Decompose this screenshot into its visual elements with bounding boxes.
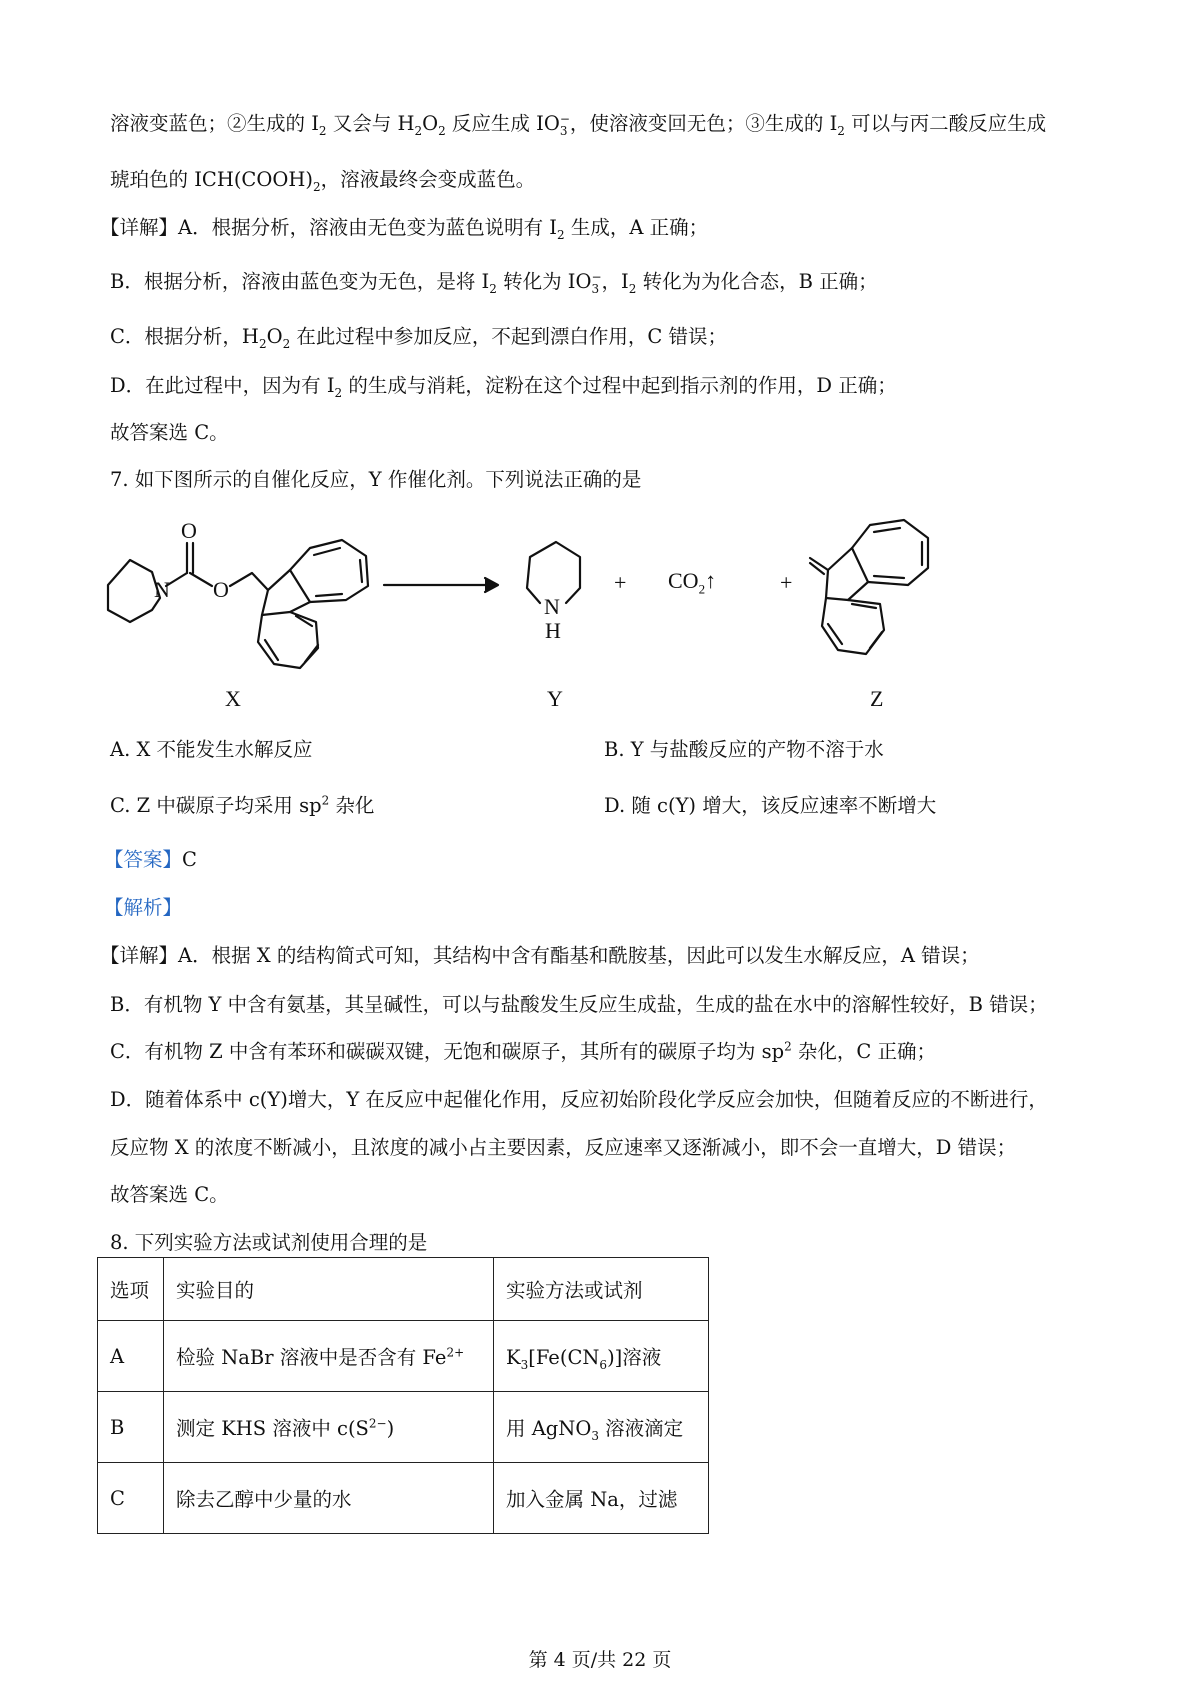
goal-cell: 除去乙醇中少量的水 [164,1463,494,1534]
text-fragment: D．在此过程中，因为有 I [110,374,335,397]
subscript: 3 [520,1357,529,1372]
q7-detail-2: B．有机物 Y 中含有氨基，其呈碱性，可以与盐酸发生反应生成盐，生成的盐在水中的溶解性较好，B 错误； [110,993,1048,1016]
atom-label-n: N [544,594,560,619]
text-fragment: C. Z 中碳原子均采用 sp [110,794,322,817]
subscript: 3 [591,1428,599,1443]
text-fragment: )]溶液 [607,1346,662,1369]
para-line-1 [110,112,1046,137]
q7-detail-4: D．随着体系中 c(Y)增大，Y 在反应中起催化作用，反应初始阶段化学反应会加快，但随着反应的不断进行， [110,1088,1048,1111]
superscript: − [559,111,570,126]
detail-line-c [110,325,727,349]
text-fragment: ，I [601,270,629,293]
subscript: 2 [489,281,497,296]
method-cell [494,1321,709,1392]
option-cell: C [98,1463,164,1534]
fluorene-upper-ring-x [290,540,368,602]
label-z: Z [870,686,884,711]
text-fragment: [Fe(CN [528,1346,600,1369]
atom-label-n: N [154,577,170,602]
option-a: A. X 不能发生水解反应 [110,738,313,761]
carbonyl-double-bond [187,543,193,573]
question-8-stem: 8. 下列实验方法或试剂使用合理的是 [110,1231,428,1254]
atom-label-o: O [213,577,229,602]
text-fragment: C．根据分析，H [110,325,259,348]
text-fragment: 转化为 IO [496,270,592,293]
text-fragment: 反应生成 IO [445,112,560,135]
answer-row [104,848,197,872]
fluorene-five-ring-z [826,548,868,600]
goal-cell [164,1321,494,1392]
header-cell: 实验方法或试剂 [494,1258,709,1321]
text-fragment: 溶液滴定 [598,1417,684,1440]
subscript: 2 [698,581,706,597]
subscript: 2 [556,227,565,242]
q7-detail-3 [110,1040,936,1064]
subscript: 2 [258,336,267,351]
subscript: 2 [628,281,637,296]
text-fragment: ，溶液最终会变成蓝色。 [320,168,536,191]
para-line-2 [110,168,535,192]
analysis-label: 【解析】 [104,896,183,919]
ester-bond [190,573,212,586]
table-header-row [98,1258,709,1321]
fluorene-five-ring-x [262,570,310,615]
question-7-stem: 7. 如下图所示的自催化反应，Y 作催化剂。下列说法正确的是 [110,468,642,491]
label-y: Y [547,686,563,711]
co2-product [668,568,717,597]
text-fragment: 琥珀色的 ICH(COOH) [110,168,313,191]
table-row [98,1321,709,1392]
superscript: 2− [368,1416,387,1431]
subscript: 2 [318,123,327,138]
exocyclic-double-bond [810,558,828,574]
fluorene-lower-ring-z [822,598,884,654]
text-fragment: 可以与丙二酸反应生成 [844,112,1047,135]
header-cell: 选项 [98,1258,164,1321]
detail-line-d [110,374,897,398]
experiment-table [97,1257,709,1534]
superscript: 2+ [446,1345,465,1360]
detail-line-a [100,216,708,240]
text-fragment: O [266,325,283,348]
q7-detail-5: 反应物 X 的浓度不断减小，且浓度的减小占主要因素，反应速率又逐渐减小，即不会一直增大，D 错误； [110,1136,1017,1159]
ch2-bond [230,573,268,590]
text-fragment: 生成，A 正确； [564,216,709,239]
goal-cell [164,1392,494,1463]
text-fragment: 用 AgNO [506,1417,592,1440]
answer-value: C [182,848,197,871]
piperidine-ring-x [108,560,160,622]
method-cell: 加入金属 Na，过滤 [494,1463,709,1534]
text-fragment: ) [386,1417,395,1440]
text-fragment: ，使溶液变回无色；③生成的 I [569,112,838,135]
text-fragment: 测定 KHS 溶液中 c(S [176,1417,369,1440]
atom-label-h: H [545,618,561,643]
plus-sign: + [614,570,627,595]
header-cell: 实验目的 [164,1258,494,1321]
option-c [110,794,374,818]
text-fragment: 的生成与消耗，淀粉在这个过程中起到指示剂的作用，D 正确； [342,374,897,397]
text-fragment: 在此过程中参加反应，不起到漂白作用，C 错误； [290,325,728,348]
text-fragment: 检验 NaBr 溶液中是否含有 Fe [176,1346,447,1369]
answer-line: 故答案选 C。 [110,421,229,444]
text-fragment: 溶液变蓝色；②生成的 I [110,112,319,135]
q7-detail-1: 【详解】A．根据 X 的结构简式可知，其结构中含有酯基和酰胺基，因此可以发生水解反应，A 错误； [100,944,980,967]
text-fragment: CO [668,568,699,593]
text-fragment: C．有机物 Z 中含有苯环和碳碳双键，无饱和碳原子，其所有的碳原子均为 sp [110,1040,785,1063]
answer-label: 【答案】 [104,848,183,871]
text-fragment: O [422,112,439,135]
page-footer: 第 4 页/共 22 页 [528,1649,672,1671]
table-row [98,1392,709,1463]
atom-label-o: O [181,518,197,543]
text-fragment: 杂化，C 正确； [791,1040,937,1063]
subscript: 2 [837,123,845,138]
text-fragment: 杂化 [329,794,375,817]
subscript: 3 [559,123,568,138]
option-d: D. 随 c(Y) 增大，该反应速率不断增大 [604,794,937,817]
option-cell: B [98,1392,164,1463]
superscript: 2 [784,1039,792,1054]
subscript: 2 [414,123,423,138]
subscript: 2 [312,179,321,194]
subscript: 6 [599,1357,608,1372]
plus-sign: + [780,570,793,595]
subscript: 3 [591,281,600,296]
reaction-diagram [0,500,1200,730]
detail-line-b [110,270,878,295]
text-fragment: B．根据分析，溶液由蓝色变为无色，是将 I [110,270,490,293]
text-fragment: 转化为为化合态，B 正确； [636,270,878,293]
table-row [98,1463,709,1534]
gas-arrow-icon: ↑ [705,568,717,593]
subscript: 2 [334,385,343,400]
subscript: 2 [438,123,446,138]
subscript: 2 [282,336,291,351]
method-cell [494,1392,709,1463]
label-x: X [225,686,241,711]
fluorene-lower-ring-x [258,612,318,668]
q7-detail-6: 故答案选 C。 [110,1183,229,1206]
superscript: 2 [321,793,330,808]
option-cell: A [98,1321,164,1392]
superscript: − [591,269,602,284]
text-fragment: 又会与 H [326,112,415,135]
text-fragment: K [506,1346,521,1369]
text-fragment: 【详解】A．根据分析，溶液由无色变为蓝色说明有 I [100,216,557,239]
option-b: B. Y 与盐酸反应的产物不溶于水 [604,738,884,761]
